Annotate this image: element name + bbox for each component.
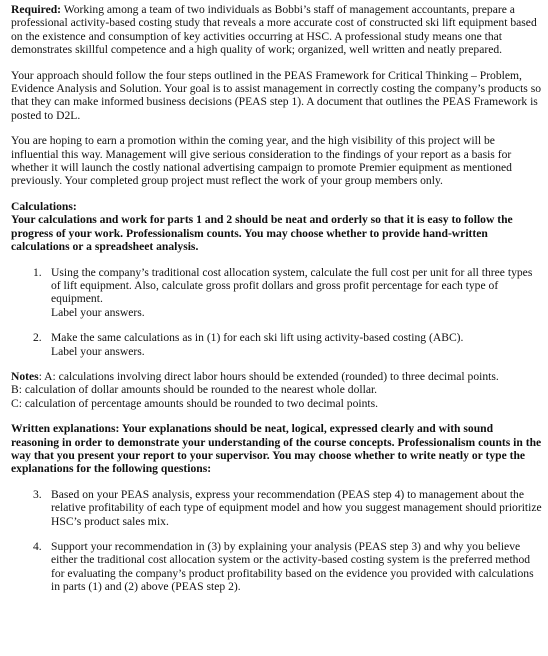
written-instruction: Written explanations: Your explanations should be neat, logical, expressed clearly and with sound reasoning in order to demonstrate your understanding of the course concepts. Professionalism counts in the way that you present your report to your supervisor. You may choose whether to write neatly or type the explanations for the following questions: — [11, 422, 542, 476]
calculations-instruction: Your calculations and work for parts 1 and 2 should be neat and orderly so that it is easy to follow the progress of your work. Professionalism counts. You may choose whether to provide hand-written calculations or a spreadsheet analysis. — [11, 213, 513, 254]
written-list — [11, 488, 542, 594]
note-b: B: calculation of dollar amounts should be rounded to the nearest whole dollar. — [11, 383, 378, 397]
item-text: Using the company’s traditional cost allocation system, calculate the full cost per unit for all three types of lift equipment. Also, calculate gross profit dollars and gross profit percentage for each type of equipment. — [51, 265, 533, 306]
item-text: Based on your PEAS analysis, express your recommendation (PEAS step 4) to management about the relative profitability of each type of equipment model and how you suggest management should prioritize HSC’s product sales mix. — [51, 487, 542, 528]
approach-paragraph: Your approach should follow the four steps outlined in the PEAS Framework for Critical Thinking – Problem, Evidence Analysis and Solution. Your goal is to assist management in correctly costing the company’s products so that they can make informed business decisions (PEAS step 1). A document that outlines the PEAS Framework is posted to D2L. — [11, 68, 542, 122]
notes-label: Notes — [11, 369, 39, 383]
note-a-text: : A: calculations involving direct labor hours should be extended (rounded) to three decimal points. — [38, 369, 499, 383]
calculations-heading: Calculations: — [11, 199, 77, 213]
note-c: C: calculation of percentage amounts should be rounded to two decimal points. — [11, 396, 379, 410]
item-subtext: Label your answers. — [51, 344, 145, 358]
required-paragraph — [11, 3, 542, 57]
calculations-list — [11, 266, 542, 358]
list-item — [11, 331, 542, 358]
item-number: 3. — [33, 487, 42, 501]
item-text: Support your recommendation in (3) by explaining your analysis (PEAS step 3) and why you believe either the traditional cost allocation system or the activity-based costing system is the preferred method for evaluating the company’s product profitability based on the evidence you provided with calculations in parts (1) and (2) above (PEAS step 2). — [51, 540, 534, 594]
item-number: 1. — [33, 265, 42, 279]
notes-section — [11, 370, 542, 410]
list-item — [11, 266, 542, 320]
item-number: 2. — [33, 331, 42, 345]
required-text: Working among a team of two individuals as Bobbi’s staff of management accountants, prepare a professional activity-based costing study that reveals a more accurate cost of constructed ski lift equipment based on the existence and consumption of key activities occurring at HSC. A professional study means one that demonstrates skillful competence and a high quality of work; organized, well written and neatly prepared. — [11, 3, 537, 57]
required-label: Required: — [11, 3, 62, 16]
list-item — [11, 488, 542, 528]
item-subtext: Label your answers. — [51, 305, 145, 319]
item-text: Make the same calculations as in (1) for each ski lift using activity-based costing (ABC). — [51, 331, 464, 345]
promotion-paragraph: You are hoping to earn a promotion within the coming year, and the high visibility of this project will be influential this way. Management will give serious consideration to the findings of your report as a basis for whether it will launch the costly national advertising campaign to promote Premier equipment as mentioned previously. Your completed group project must reflect the work of your group members only. — [11, 134, 512, 188]
item-number: 4. — [33, 540, 42, 553]
note-a — [11, 370, 542, 383]
list-item — [11, 540, 542, 594]
